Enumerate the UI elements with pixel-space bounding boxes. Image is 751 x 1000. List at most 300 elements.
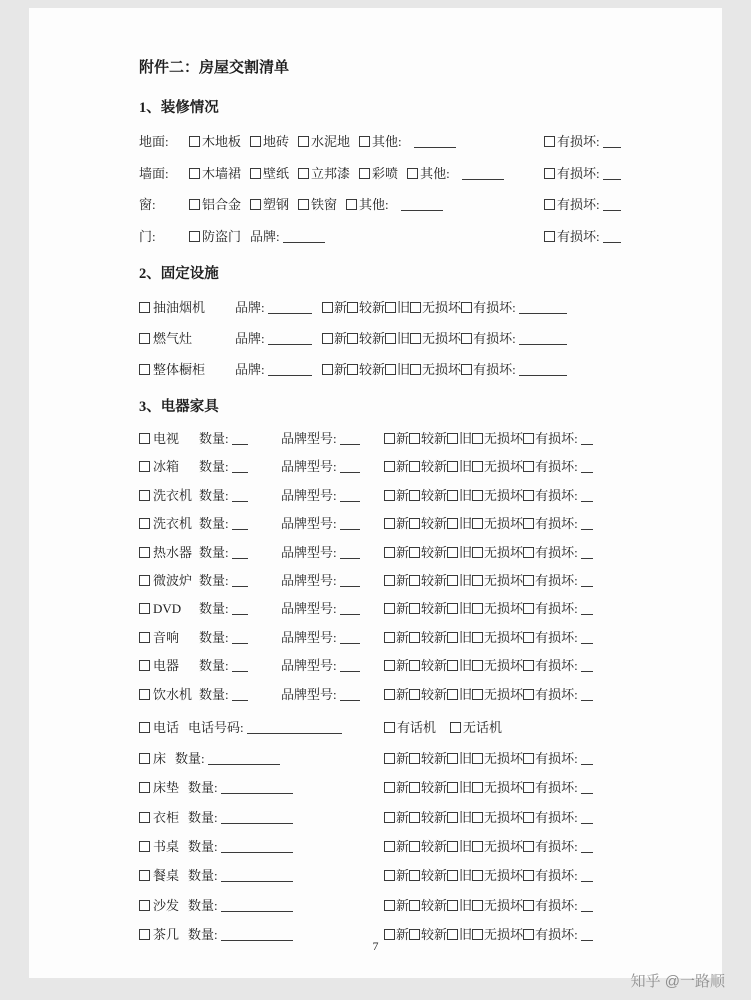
blank-field[interactable] [232,631,248,644]
blank-field[interactable] [208,752,280,765]
condition-label: 较新 [421,658,448,674]
item-label: 音响 [153,629,180,645]
page-number: 7 [372,939,379,953]
option-label: 防盗门 [202,228,242,244]
checkbox[interactable] [523,689,534,700]
condition-label: 较新 [359,300,386,315]
checkbox[interactable] [409,689,420,700]
checkbox[interactable] [139,433,150,444]
condition-label: 较新 [421,572,448,588]
checkbox[interactable] [139,782,150,793]
blank-field[interactable] [581,546,593,559]
checkbox[interactable] [523,575,534,586]
checkbox[interactable] [139,603,150,614]
item-label: 衣柜 [153,809,180,825]
blank-field[interactable] [232,432,248,445]
checkbox[interactable] [250,136,261,147]
checkbox[interactable] [409,900,420,911]
checkbox[interactable] [447,518,458,529]
checkbox[interactable] [409,632,420,643]
checkbox[interactable] [523,547,534,558]
checkbox[interactable] [472,753,483,764]
condition-label: 较新 [421,927,448,943]
blank-field[interactable] [581,840,593,853]
condition-label: 较新 [421,897,448,913]
checkbox[interactable] [544,168,555,179]
checkbox[interactable] [523,632,534,643]
blank-field[interactable] [232,460,248,473]
checkbox[interactable] [409,461,420,472]
phone-options [384,711,516,744]
quantity-field [199,567,248,595]
blank-field[interactable] [519,301,567,314]
checkbox[interactable] [298,136,309,147]
option [189,229,241,244]
condition-label: 有损坏: [535,897,578,913]
blank-field[interactable] [581,574,593,587]
condition-label: 无损坏 [484,658,524,674]
item-label: 电视 [153,431,180,446]
checkbox[interactable] [523,841,534,852]
blank-field[interactable] [340,432,360,445]
section3-rows [139,425,654,950]
checkbox[interactable] [385,364,396,375]
blank-field[interactable] [340,602,360,615]
checkbox[interactable] [461,364,472,375]
checkbox[interactable] [447,841,458,852]
checkbox[interactable] [409,603,420,614]
checkbox[interactable] [472,603,483,614]
condition-label: 有损坏: [473,331,516,346]
checkbox[interactable] [447,603,458,614]
blank-field[interactable] [232,659,248,672]
checkbox[interactable] [139,461,150,472]
item-name [139,780,179,795]
row-label: 地面: [139,134,169,149]
model-field [281,595,360,623]
checkbox[interactable] [523,812,534,823]
condition-label: 无损坏 [484,780,524,796]
checkbox[interactable] [385,302,396,313]
checkbox[interactable] [409,870,420,881]
checkbox[interactable] [447,900,458,911]
item-name [139,658,179,673]
condition-label: 新 [396,487,410,503]
condition-label: 旧 [459,601,473,617]
quantity-label: 数量: [199,487,229,503]
document-page [29,8,722,978]
brand-label: 品牌: [250,228,280,244]
checkbox[interactable] [139,900,150,911]
item-label: 冰箱 [153,459,180,475]
checkbox[interactable] [472,433,483,444]
checkbox[interactable] [250,168,261,179]
checkbox[interactable] [409,490,420,501]
checkbox[interactable] [447,870,458,881]
checkbox[interactable] [384,812,395,823]
document-content [139,56,654,950]
condition-label: 有损坏: [473,300,516,315]
model-field [281,453,360,481]
condition-label: 有损坏: [535,839,578,855]
item-name [139,362,205,377]
quantity-field [199,539,248,567]
checkbox[interactable] [523,900,534,911]
checkbox[interactable] [384,518,395,529]
blank-field[interactable] [401,198,443,211]
condition-label: 旧 [459,927,473,943]
condition-options [384,624,593,652]
condition-label: 旧 [459,686,473,702]
phone-number-label: 电话号码: [188,719,244,735]
fixture-row [139,354,654,385]
blank-field[interactable] [581,752,593,765]
condition-label: 有损坏: [535,868,578,884]
checkbox[interactable] [544,136,555,147]
blank-field[interactable] [581,869,593,882]
option-label: 地砖 [263,134,290,149]
condition-label: 无损坏 [484,431,524,446]
quantity-label: 数量: [188,897,218,913]
condition-label: 新 [396,809,410,825]
blank-field[interactable] [221,899,293,912]
checkbox[interactable] [472,632,483,643]
condition-label: 较新 [421,544,448,560]
blank-field[interactable] [232,517,248,530]
checkbox[interactable] [409,660,420,671]
checkbox[interactable] [409,547,420,558]
checkbox[interactable] [384,870,395,881]
quantity-label: 数量: [175,750,205,766]
checkbox[interactable] [189,231,200,242]
checkbox[interactable] [384,722,395,733]
blank-field[interactable] [340,659,360,672]
checkbox[interactable] [139,518,150,529]
damage-label: 有损坏: [557,197,600,212]
blank-field[interactable] [221,781,293,794]
furniture-row [139,744,654,773]
checkbox[interactable] [139,547,150,558]
checkbox[interactable] [472,841,483,852]
checkbox[interactable] [384,433,395,444]
checkbox[interactable] [409,841,420,852]
blank-field[interactable] [268,332,312,345]
blank-field[interactable] [340,489,360,502]
blank-field[interactable] [581,489,593,502]
option-label: 有话机 [397,719,437,735]
checkbox[interactable] [523,870,534,881]
blank-field[interactable] [581,631,593,644]
blank-field[interactable] [603,135,621,148]
option-label: 壁纸 [263,165,290,181]
checkbox[interactable] [384,547,395,558]
condition-options [384,832,593,861]
blank-field[interactable] [221,840,293,853]
condition-label: 有损坏: [473,362,516,377]
blank-field[interactable] [414,135,456,148]
checkbox[interactable] [189,168,200,179]
checkbox[interactable] [461,333,472,344]
quantity-label: 数量: [199,516,229,532]
blank-field[interactable] [340,688,360,701]
blank-field[interactable] [519,363,567,376]
checkbox[interactable] [409,782,420,793]
blank-field[interactable] [221,811,293,824]
condition-label: 较新 [359,331,386,346]
checkbox[interactable] [139,632,150,643]
item-label: DVD [153,601,182,617]
quantity-field [188,898,293,913]
checkbox[interactable] [447,782,458,793]
option-label: 其他: [372,134,402,149]
damage-label: 有损坏: [557,228,600,244]
blank-field[interactable] [603,167,621,180]
checkbox[interactable] [384,782,395,793]
checkbox[interactable] [410,333,421,344]
checkbox[interactable] [472,689,483,700]
model-field [281,624,360,652]
checkbox[interactable] [139,689,150,700]
blank-field[interactable] [519,332,567,345]
condition-label: 有损坏: [535,601,578,617]
checkbox[interactable] [139,870,150,881]
option-label: 铁窗 [311,197,338,212]
checkbox[interactable] [385,333,396,344]
blank-field[interactable] [581,602,593,615]
checkbox[interactable] [447,753,458,764]
checkbox[interactable] [139,302,150,313]
condition-label: 无损坏 [484,487,524,503]
condition-label: 新 [396,686,410,702]
checkbox[interactable] [322,333,333,344]
checkbox[interactable] [139,490,150,501]
checkbox[interactable] [447,660,458,671]
blank-field[interactable] [283,230,325,243]
checkbox[interactable] [447,490,458,501]
checkbox[interactable] [409,812,420,823]
checkbox[interactable] [472,461,483,472]
condition-label: 较新 [421,809,448,825]
blank-field[interactable] [603,198,621,211]
blank-field[interactable] [581,781,593,794]
checkbox[interactable] [447,575,458,586]
option [189,166,241,181]
condition-label: 无损坏 [484,750,524,766]
blank-field[interactable] [581,659,593,672]
option-label: 铝合金 [202,197,242,212]
condition-label: 旧 [397,362,411,377]
model-label: 品牌型号: [281,686,337,702]
checkbox[interactable] [447,461,458,472]
blank-field[interactable] [340,574,360,587]
checkbox[interactable] [523,490,534,501]
item-label: 抽油烟机 [153,300,206,315]
blank-field[interactable] [232,602,248,615]
checkbox[interactable] [472,575,483,586]
checkbox[interactable] [139,753,150,764]
condition-label: 无损坏 [484,516,524,532]
checkbox[interactable] [189,136,200,147]
quantity-field [175,751,280,766]
condition-label: 无损坏 [484,629,524,645]
condition-label: 较新 [421,629,448,645]
blank-field[interactable] [268,363,312,376]
checkbox[interactable] [384,461,395,472]
blank-field[interactable] [340,546,360,559]
checkbox[interactable] [409,518,420,529]
checkbox[interactable] [298,168,309,179]
appliance-row [139,595,654,623]
checkbox[interactable] [407,168,418,179]
checkbox[interactable] [472,490,483,501]
checkbox[interactable] [139,575,150,586]
checkbox[interactable] [523,518,534,529]
checkbox[interactable] [409,433,420,444]
blank-field[interactable] [232,574,248,587]
checkbox[interactable] [409,575,420,586]
checkbox[interactable] [472,782,483,793]
checkbox[interactable] [461,302,472,313]
checkbox[interactable] [384,900,395,911]
checkbox[interactable] [189,199,200,210]
checkbox[interactable] [447,547,458,558]
checkbox[interactable] [250,199,261,210]
checkbox[interactable] [410,364,421,375]
condition-label: 旧 [397,331,411,346]
checkbox[interactable] [447,689,458,700]
checkbox[interactable] [139,722,150,733]
checkbox[interactable] [384,603,395,614]
checkbox[interactable] [447,632,458,643]
blank-field[interactable] [340,517,360,530]
checkbox[interactable] [523,433,534,444]
quantity-field [199,453,248,481]
model-field [281,510,360,538]
condition-label: 新 [396,927,410,943]
checkbox[interactable] [523,753,534,764]
blank-field[interactable] [581,460,593,473]
condition-label: 无损坏 [484,927,524,943]
checkbox[interactable] [523,461,534,472]
option [189,197,241,212]
checkbox[interactable] [384,689,395,700]
checkbox[interactable] [139,333,150,344]
checkbox[interactable] [472,900,483,911]
checkbox[interactable] [322,302,333,313]
checkbox[interactable] [384,575,395,586]
checkbox[interactable] [472,870,483,881]
checkbox[interactable] [384,660,395,671]
quantity-field [199,624,248,652]
checkbox[interactable] [384,490,395,501]
blank-field[interactable] [221,869,293,882]
condition-label: 旧 [459,544,473,560]
blank-field[interactable] [232,546,248,559]
option-label: 其他: [359,197,389,212]
checkbox[interactable] [544,199,555,210]
condition-options [384,567,593,595]
checkbox[interactable] [472,547,483,558]
model-label: 品牌型号: [281,431,337,446]
condition-options [384,652,593,680]
item-label: 洗衣机 [153,516,193,532]
checkbox[interactable] [347,333,358,344]
checkbox[interactable] [409,753,420,764]
checkbox[interactable] [346,199,357,210]
checkbox[interactable] [472,660,483,671]
brand-label: 品牌: [235,362,265,377]
blank-field[interactable] [340,460,360,473]
condition-options [384,891,593,920]
brand-field [235,354,312,385]
checkbox[interactable] [384,753,395,764]
checkbox[interactable] [523,782,534,793]
checkbox[interactable] [359,136,370,147]
condition-label: 新 [396,897,410,913]
checkbox[interactable] [298,199,309,210]
condition-label: 无损坏 [484,544,524,560]
item-name [139,545,192,560]
condition-label: 旧 [459,431,473,446]
blank-field[interactable] [268,301,312,314]
checkbox[interactable] [347,302,358,313]
checkbox[interactable] [139,660,150,671]
blank-field[interactable] [462,167,504,180]
blank-field[interactable] [232,688,248,701]
checkbox[interactable] [472,812,483,823]
checkbox[interactable] [139,841,150,852]
condition-options [384,803,593,832]
condition-options [384,773,593,802]
blank-field[interactable] [603,230,621,243]
blank-field[interactable] [581,432,593,445]
checkbox[interactable] [139,812,150,823]
checkbox[interactable] [384,841,395,852]
checkbox[interactable] [347,364,358,375]
option [384,720,436,735]
checkbox[interactable] [410,302,421,313]
blank-field[interactable] [581,899,593,912]
blank-field[interactable] [232,489,248,502]
blank-field[interactable] [340,631,360,644]
item-label: 茶几 [153,927,180,943]
blank-field[interactable] [581,517,593,530]
option [189,134,241,149]
checkbox[interactable] [544,231,555,242]
checkbox[interactable] [447,812,458,823]
checkbox[interactable] [472,518,483,529]
checkbox[interactable] [447,433,458,444]
checkbox[interactable] [384,632,395,643]
checkbox[interactable] [450,722,461,733]
checkbox[interactable] [523,603,534,614]
blank-field[interactable] [581,688,593,701]
condition-options [384,425,593,453]
damage-label: 有损坏: [557,165,600,181]
checkbox[interactable] [322,364,333,375]
blank-field[interactable] [581,811,593,824]
condition-label: 新 [334,331,348,346]
checkbox[interactable] [359,168,370,179]
blank-field[interactable] [247,721,342,734]
item-label: 沙发 [153,897,180,913]
checkbox[interactable] [523,660,534,671]
condition-label: 旧 [459,487,473,503]
checkbox[interactable] [139,364,150,375]
condition-label: 较新 [421,459,448,475]
quantity-label: 数量: [199,431,229,446]
furniture-row [139,803,654,832]
